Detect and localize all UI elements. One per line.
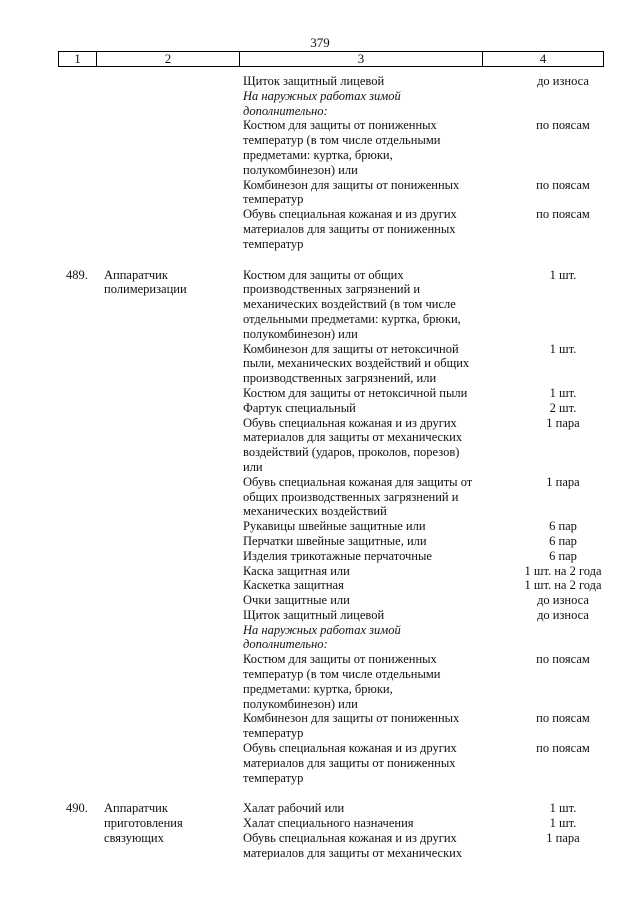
table-line bbox=[0, 192, 640, 207]
entry-number bbox=[0, 222, 104, 237]
profession-name bbox=[104, 192, 243, 207]
ppe-item: механических воздействий bbox=[243, 504, 387, 519]
entry-number bbox=[0, 711, 104, 726]
profession-name bbox=[104, 207, 243, 222]
ppe-item: предметами: куртка, брюки, bbox=[243, 147, 393, 162]
ppe-item: материалов для защиты от механических bbox=[243, 845, 463, 860]
profession-name bbox=[104, 475, 243, 490]
ppe-item: Комбинезон для защиты от нетоксичной bbox=[243, 341, 459, 356]
table-line bbox=[0, 104, 640, 119]
table-line bbox=[0, 356, 640, 371]
entry-number bbox=[0, 163, 104, 178]
ppe-item: Обувь специальная кожаная и из других bbox=[243, 741, 457, 756]
issue-norm: до износа bbox=[537, 607, 589, 622]
profession-name: приготовления bbox=[104, 816, 183, 831]
issue-norm bbox=[505, 148, 621, 163]
issue-norm: по поясам bbox=[536, 177, 590, 192]
issue-norm bbox=[505, 726, 621, 741]
ppe-item: температур bbox=[243, 770, 304, 785]
entry-number bbox=[0, 430, 104, 445]
issue-norm: 1 пара bbox=[546, 474, 580, 489]
issue-norm bbox=[505, 133, 621, 148]
profession-name bbox=[104, 133, 243, 148]
table-line bbox=[0, 74, 640, 89]
table-line bbox=[0, 312, 640, 327]
profession-name bbox=[104, 711, 243, 726]
profession-name bbox=[104, 460, 243, 475]
table-line bbox=[0, 133, 640, 148]
ppe-item: Костюм для защиты от общих bbox=[243, 267, 404, 282]
ppe-item: температур bbox=[243, 726, 304, 741]
profession-name bbox=[104, 297, 243, 312]
issue-norm bbox=[505, 445, 621, 460]
page-number: 379 bbox=[310, 35, 330, 50]
profession-name bbox=[104, 237, 243, 252]
issue-norm bbox=[505, 637, 621, 652]
issue-norm: 6 пар bbox=[549, 533, 577, 548]
table-line bbox=[0, 282, 640, 297]
ppe-item: Халат специального назначения bbox=[243, 816, 414, 831]
profession-name bbox=[104, 342, 243, 357]
profession-name bbox=[104, 593, 243, 608]
table-entry bbox=[0, 801, 640, 860]
table-line bbox=[0, 327, 640, 342]
entry-number bbox=[0, 771, 104, 786]
ppe-item: Фартук специальный bbox=[243, 400, 356, 415]
profession-name bbox=[104, 608, 243, 623]
issue-norm bbox=[505, 297, 621, 312]
ppe-item: отдельными предметами: куртка, брюки, bbox=[243, 311, 461, 326]
profession-name bbox=[104, 564, 243, 579]
table-line bbox=[0, 846, 640, 861]
table-line bbox=[0, 222, 640, 237]
profession-name bbox=[104, 104, 243, 119]
issue-norm bbox=[505, 312, 621, 327]
profession-name: полимеризации bbox=[104, 282, 187, 297]
entry-number bbox=[0, 460, 104, 475]
profession-name bbox=[104, 741, 243, 756]
issue-norm: 1 шт. bbox=[549, 267, 577, 282]
ppe-item: материалов для защиты от пониженных bbox=[243, 755, 456, 770]
profession-name bbox=[104, 771, 243, 786]
profession-name bbox=[104, 504, 243, 519]
profession-name bbox=[104, 163, 243, 178]
issue-norm: 1 пара bbox=[546, 415, 580, 430]
table-line bbox=[0, 490, 640, 505]
ppe-item: Щиток защитный лицевой bbox=[243, 74, 385, 88]
ppe-item: материалов для защиты от механических bbox=[243, 430, 463, 445]
ppe-item: Изделия трикотажные перчаточные bbox=[243, 548, 432, 563]
profession-name bbox=[104, 682, 243, 697]
ppe-item: полукомбинезон) или bbox=[243, 162, 358, 177]
table-line bbox=[0, 756, 640, 771]
ppe-item: воздействий (ударов, проколов, порезов) bbox=[243, 445, 460, 460]
issue-norm bbox=[505, 846, 621, 861]
entry-number bbox=[0, 401, 104, 416]
profession-name bbox=[104, 401, 243, 416]
section-note: На наружных работах зимой bbox=[243, 622, 401, 637]
issue-norm: 1 шт. bbox=[549, 341, 577, 356]
entry-number bbox=[0, 504, 104, 519]
entry-number bbox=[0, 148, 104, 163]
profession-name bbox=[104, 756, 243, 771]
profession-name bbox=[104, 445, 243, 460]
issue-norm bbox=[505, 104, 621, 119]
table-line bbox=[0, 771, 640, 786]
issue-norm: 1 шт. bbox=[549, 801, 577, 816]
profession-name bbox=[104, 178, 243, 193]
table-line bbox=[0, 564, 640, 579]
issue-norm bbox=[505, 667, 621, 682]
entry-number bbox=[0, 416, 104, 431]
table-line bbox=[0, 711, 640, 726]
issue-norm bbox=[505, 504, 621, 519]
table-line bbox=[0, 460, 640, 475]
table-line bbox=[0, 445, 640, 460]
entry-number bbox=[0, 371, 104, 386]
profession-name bbox=[104, 534, 243, 549]
ppe-item: общих производственных загрязнений и bbox=[243, 489, 459, 504]
entry-number bbox=[0, 133, 104, 148]
table-line bbox=[0, 475, 640, 490]
ppe-item: температур (в том числе отдельными bbox=[243, 667, 441, 682]
table-line bbox=[0, 534, 640, 549]
profession-name bbox=[104, 118, 243, 133]
table-entry bbox=[0, 74, 640, 252]
entry-number bbox=[0, 118, 104, 133]
ppe-item: Рукавицы швейные защитные или bbox=[243, 519, 426, 534]
issue-norm: по поясам bbox=[536, 741, 590, 756]
profession-name: Аппаратчик bbox=[104, 267, 168, 282]
issue-norm bbox=[505, 89, 621, 104]
table-line bbox=[0, 371, 640, 386]
issue-norm bbox=[505, 371, 621, 386]
profession-name bbox=[104, 371, 243, 386]
entry-number bbox=[0, 327, 104, 342]
entry-number bbox=[0, 342, 104, 357]
entry-number bbox=[0, 831, 104, 846]
issue-norm bbox=[505, 490, 621, 505]
column-header-1: 1 bbox=[59, 52, 97, 66]
ppe-item: Костюм для защиты от нетоксичной пыли bbox=[243, 385, 468, 400]
table-line bbox=[0, 386, 640, 401]
table-line bbox=[0, 148, 640, 163]
ppe-item: Халат рабочий или bbox=[243, 801, 345, 816]
ppe-item: Комбинезон для защиты от пониженных bbox=[243, 711, 460, 726]
column-header-3: 3 bbox=[240, 52, 483, 66]
profession-name: связующих bbox=[104, 831, 164, 846]
entry-number bbox=[0, 386, 104, 401]
table-line bbox=[0, 667, 640, 682]
entry-number bbox=[0, 578, 104, 593]
ppe-item: Каскетка защитная bbox=[243, 578, 344, 593]
profession-name bbox=[104, 89, 243, 104]
table-line bbox=[0, 519, 640, 534]
ppe-item: Костюм для защиты от пониженных bbox=[243, 652, 437, 667]
issue-norm bbox=[505, 356, 621, 371]
section-note: дополнительно: bbox=[243, 103, 328, 118]
issue-norm: 1 шт. на 2 года bbox=[524, 563, 602, 578]
table-entry bbox=[0, 268, 640, 786]
profession-name bbox=[104, 356, 243, 371]
profession-name bbox=[104, 312, 243, 327]
entry-number bbox=[0, 756, 104, 771]
entry-number bbox=[0, 667, 104, 682]
issue-norm bbox=[505, 282, 621, 297]
entry-number bbox=[0, 356, 104, 371]
column-header-row bbox=[58, 51, 604, 67]
profession-name bbox=[104, 726, 243, 741]
table-line bbox=[0, 297, 640, 312]
ppe-item: Очки защитные или bbox=[243, 593, 350, 608]
table-line bbox=[0, 637, 640, 652]
entry-number bbox=[0, 312, 104, 327]
entry-number bbox=[0, 104, 104, 119]
issue-norm: 1 шт. bbox=[549, 816, 577, 831]
issue-norm bbox=[505, 771, 621, 786]
table-line bbox=[0, 726, 640, 741]
profession-name bbox=[104, 386, 243, 401]
issue-norm: 6 пар bbox=[549, 548, 577, 563]
entry-number bbox=[0, 816, 104, 831]
entry-number bbox=[0, 445, 104, 460]
ppe-item: Обувь специальная кожаная для защиты от bbox=[243, 474, 473, 489]
ppe-item: Щиток защитный лицевой bbox=[243, 607, 385, 622]
issue-norm bbox=[505, 430, 621, 445]
issue-norm bbox=[505, 756, 621, 771]
entry-number: 490. bbox=[66, 801, 88, 816]
table-line bbox=[0, 549, 640, 564]
entry-number bbox=[0, 519, 104, 534]
issue-norm: 1 шт. bbox=[549, 385, 577, 400]
entry-number bbox=[0, 697, 104, 712]
profession-name bbox=[104, 327, 243, 342]
entry-number bbox=[0, 608, 104, 623]
table-line bbox=[0, 89, 640, 104]
profession-name bbox=[104, 846, 243, 861]
entry-number bbox=[0, 89, 104, 104]
ppe-item: или bbox=[243, 459, 263, 474]
entry-number bbox=[0, 490, 104, 505]
table-line bbox=[0, 178, 640, 193]
table-line bbox=[0, 816, 640, 831]
entry-number bbox=[0, 297, 104, 312]
column-header-4: 4 bbox=[539, 51, 547, 66]
column-header-2: 2 bbox=[97, 52, 240, 66]
ppe-item: Каска защитная или bbox=[243, 563, 350, 578]
section-note: дополнительно: bbox=[243, 637, 328, 652]
entry-number bbox=[0, 637, 104, 652]
issue-norm bbox=[505, 163, 621, 178]
entry-number bbox=[0, 564, 104, 579]
table-line bbox=[0, 578, 640, 593]
profession-name: Аппаратчик bbox=[104, 801, 168, 816]
issue-norm bbox=[505, 697, 621, 712]
entry-number bbox=[0, 475, 104, 490]
table-line bbox=[0, 504, 640, 519]
profession-name bbox=[104, 578, 243, 593]
entry-number bbox=[0, 652, 104, 667]
table-line bbox=[0, 237, 640, 252]
table-line bbox=[0, 401, 640, 416]
issue-norm: по поясам bbox=[536, 652, 590, 667]
ppe-item: производственных загрязнений, или bbox=[243, 371, 437, 386]
entry-number bbox=[0, 846, 104, 861]
issue-norm: 1 пара bbox=[546, 831, 580, 846]
issue-norm: по поясам bbox=[536, 207, 590, 222]
ppe-item: предметами: куртка, брюки, bbox=[243, 681, 393, 696]
profession-name bbox=[104, 430, 243, 445]
table-line bbox=[0, 623, 640, 638]
ppe-item: температур bbox=[243, 192, 304, 207]
ppe-item: полукомбинезон) или bbox=[243, 696, 358, 711]
table-line bbox=[0, 118, 640, 133]
profession-name bbox=[104, 637, 243, 652]
table-line bbox=[0, 268, 640, 283]
issue-norm: до износа bbox=[537, 593, 589, 608]
issue-norm: 1 шт. на 2 года bbox=[524, 578, 602, 593]
issue-norm: по поясам bbox=[536, 118, 590, 133]
issue-norm bbox=[505, 623, 621, 638]
ppe-item: температур (в том числе отдельными bbox=[243, 133, 441, 148]
entry-number bbox=[0, 741, 104, 756]
table-line bbox=[0, 801, 640, 816]
entry-number bbox=[0, 74, 104, 89]
entry-number bbox=[0, 207, 104, 222]
table-line bbox=[0, 741, 640, 756]
issue-norm: по поясам bbox=[536, 711, 590, 726]
table-line bbox=[0, 697, 640, 712]
issue-norm bbox=[505, 327, 621, 342]
table-line bbox=[0, 682, 640, 697]
ppe-item: Обувь специальная кожаная и из других bbox=[243, 831, 457, 846]
table-line bbox=[0, 163, 640, 178]
table-line bbox=[0, 430, 640, 445]
ppe-item: материалов для защиты от пониженных bbox=[243, 221, 456, 236]
table-line bbox=[0, 342, 640, 357]
ppe-item: Обувь специальная кожаная и из других bbox=[243, 415, 457, 430]
section-note: На наружных работах зимой bbox=[243, 88, 401, 103]
table-line bbox=[0, 652, 640, 667]
entry-number bbox=[0, 192, 104, 207]
profession-name bbox=[104, 490, 243, 505]
profession-name bbox=[104, 222, 243, 237]
profession-name bbox=[104, 549, 243, 564]
entry-number bbox=[0, 726, 104, 741]
profession-name bbox=[104, 74, 243, 89]
issue-norm bbox=[505, 460, 621, 475]
ppe-item: механических воздействий (в том числе bbox=[243, 297, 456, 312]
entry-number bbox=[0, 593, 104, 608]
ppe-item: Костюм для защиты от пониженных bbox=[243, 118, 437, 133]
entry-number bbox=[0, 682, 104, 697]
ppe-item: полукомбинезон) или bbox=[243, 326, 358, 341]
profession-name bbox=[104, 519, 243, 534]
issue-norm: 6 пар bbox=[549, 519, 577, 534]
issue-norm bbox=[505, 682, 621, 697]
profession-name bbox=[104, 667, 243, 682]
issue-norm bbox=[505, 192, 621, 207]
issue-norm: до износа bbox=[537, 74, 589, 88]
table-line bbox=[0, 416, 640, 431]
table-line bbox=[0, 593, 640, 608]
profession-name bbox=[104, 652, 243, 667]
ppe-item: Комбинезон для защиты от пониженных bbox=[243, 177, 460, 192]
ppe-item: пыли, механических воздействий и общих bbox=[243, 356, 470, 371]
profession-name bbox=[104, 623, 243, 638]
ppe-item: температур bbox=[243, 236, 304, 251]
table-line bbox=[0, 608, 640, 623]
ppe-item: Обувь специальная кожаная и из других bbox=[243, 207, 457, 222]
profession-name bbox=[104, 148, 243, 163]
profession-name bbox=[104, 416, 243, 431]
entry-number bbox=[0, 178, 104, 193]
entry-number bbox=[0, 623, 104, 638]
issue-norm bbox=[505, 237, 621, 252]
entry-number bbox=[0, 534, 104, 549]
entry-number bbox=[0, 237, 104, 252]
entry-number bbox=[0, 282, 104, 297]
ppe-item: производственных загрязнений и bbox=[243, 282, 421, 297]
entry-number bbox=[0, 549, 104, 564]
table-line bbox=[0, 207, 640, 222]
table-line bbox=[0, 831, 640, 846]
issue-norm bbox=[505, 222, 621, 237]
issue-norm: 2 шт. bbox=[549, 400, 577, 415]
entry-number: 489. bbox=[66, 267, 88, 282]
ppe-norms-table bbox=[0, 74, 640, 877]
ppe-item: Перчатки швейные защитные, или bbox=[243, 533, 427, 548]
profession-name bbox=[104, 697, 243, 712]
